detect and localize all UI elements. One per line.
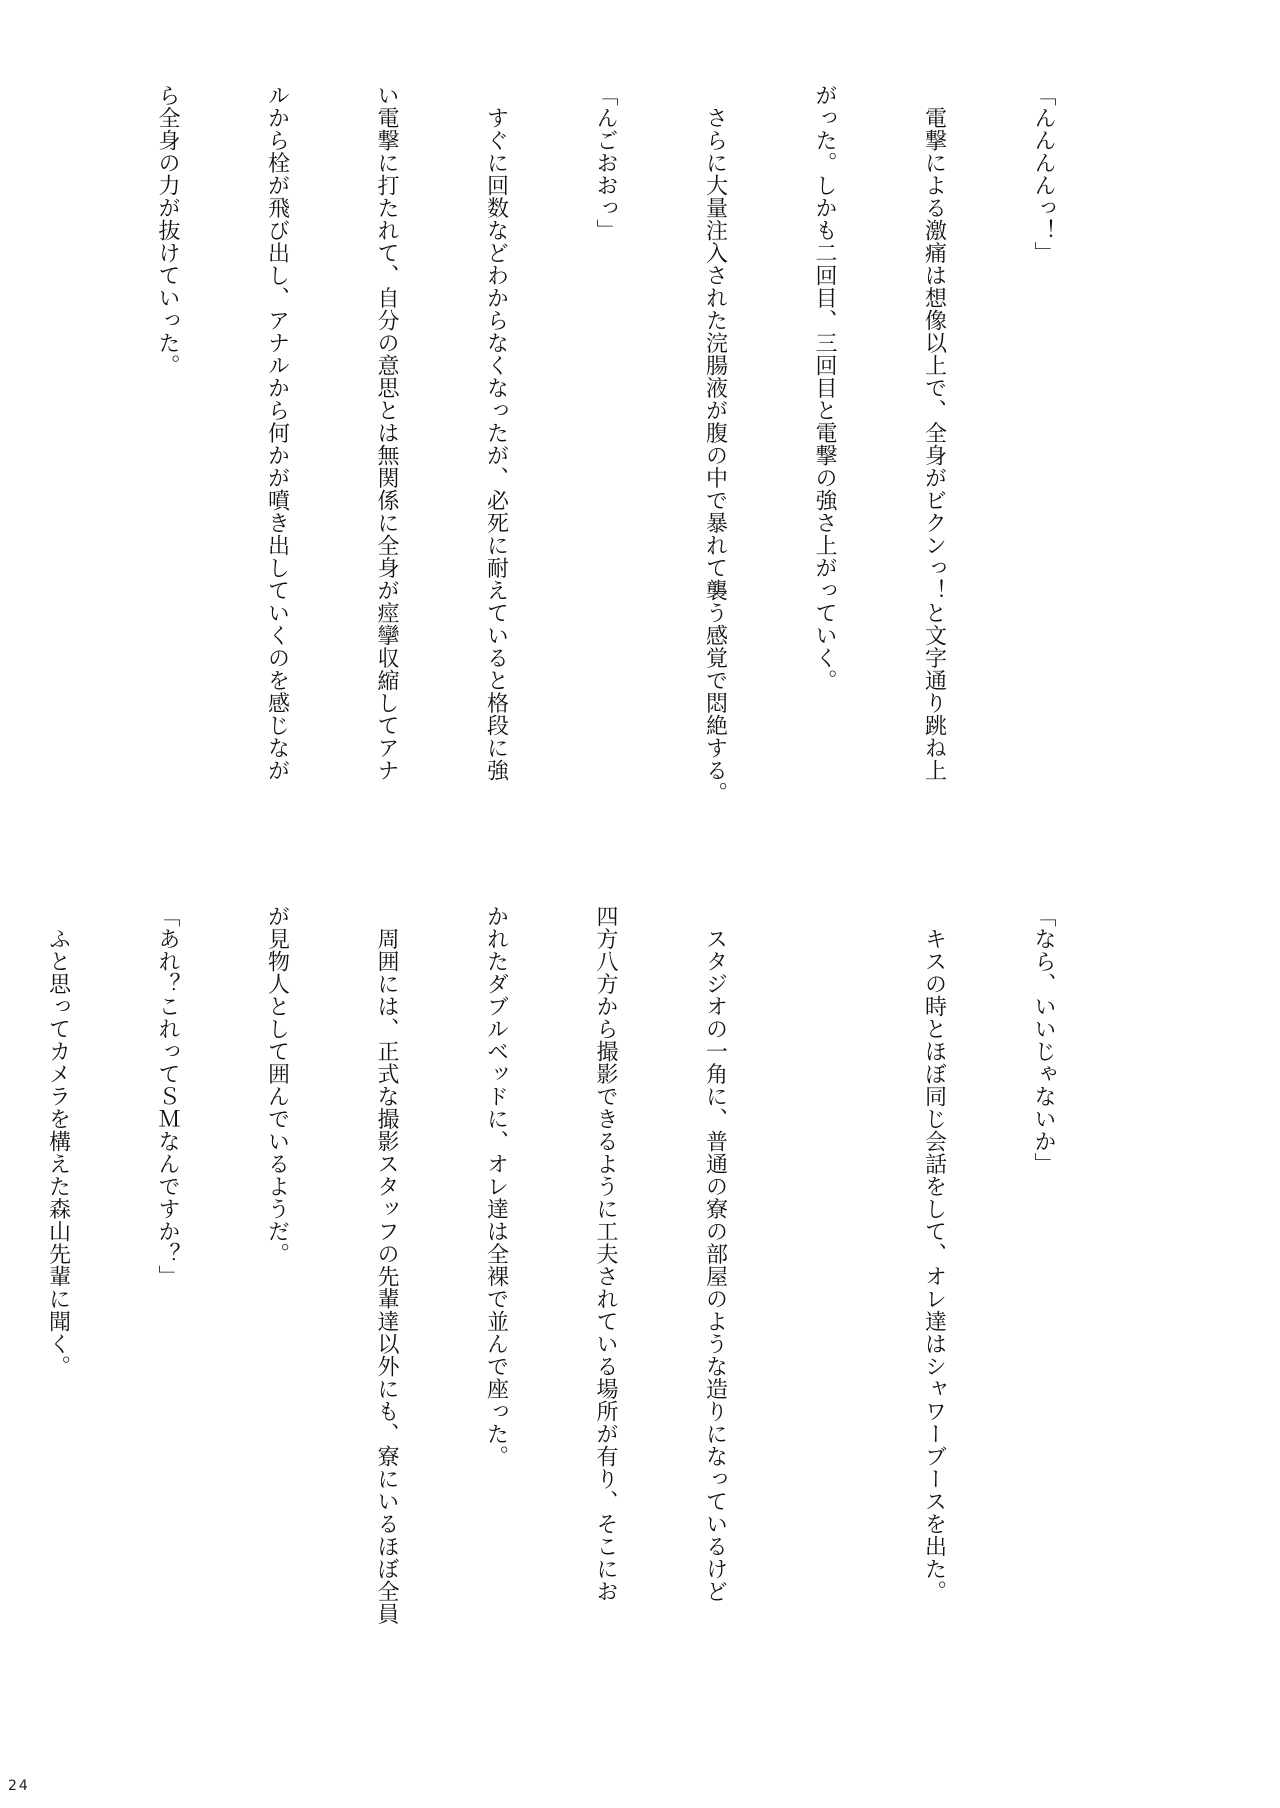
text-line: かれたダブルベッドに、オレ達は全裸で並んで座った。 (483, 905, 509, 1468)
text-line: スタジオの一角に、普通の寮の部屋のような造りになっているけど (702, 905, 728, 1603)
text-line: 四方八方から撮影できるように工夫されている場所が有り、そこにお (593, 905, 618, 1603)
blank-line (806, 905, 843, 1735)
page-number: 24 (8, 1778, 30, 1794)
text-line: 周囲には、正式な撮影スタッフの先輩達以外にも、寮にいるほぼ全員 (374, 905, 399, 1625)
text-line: い電撃に打たれて、自分の意思とは無関係に全身が痙攣収縮してアナ (374, 84, 399, 782)
text-line: がった。しかも二回目、三回目と電撃の強さ上がっていく。 (812, 84, 837, 692)
text-line: ら全身の力が抜けていった。 (155, 84, 180, 377)
text-line: 「なら、いいじゃないか」 (1031, 905, 1056, 1175)
text-line: が見物人として囲んでいるようだ。 (264, 905, 290, 1265)
text-line: 「んんんんっ！」 (1031, 84, 1056, 264)
text-line: キスの時とほぼ同じ会話をして、オレ達はシャワーブースを出た。 (921, 905, 947, 1603)
text-line: 電撃による激痛は想像以上で、全身がビクンっ！と文字通り跳ね上 (921, 84, 947, 782)
text-line: すぐに回数などわからなくなったが、必死に耐えていると格段に強 (483, 84, 509, 782)
text-line: 「んごおおっ」 (593, 84, 618, 242)
lower-text-block (45, 905, 1134, 1735)
text-line: さらに大量注入された浣腸液が腹の中で暴れて襲う感覚で悶絶する。 (702, 84, 728, 804)
upper-text-block (150, 84, 1134, 884)
text-line: 「あれ？これってＳＭなんですか？」 (155, 905, 180, 1288)
blank-line (39, 84, 76, 884)
text-line: ふと思ってカメラを構えた森山先輩に聞く。 (45, 905, 71, 1378)
text-line: ルから栓が飛び出し、アナルから何かが噴き出していくのを感じなが (264, 84, 290, 782)
